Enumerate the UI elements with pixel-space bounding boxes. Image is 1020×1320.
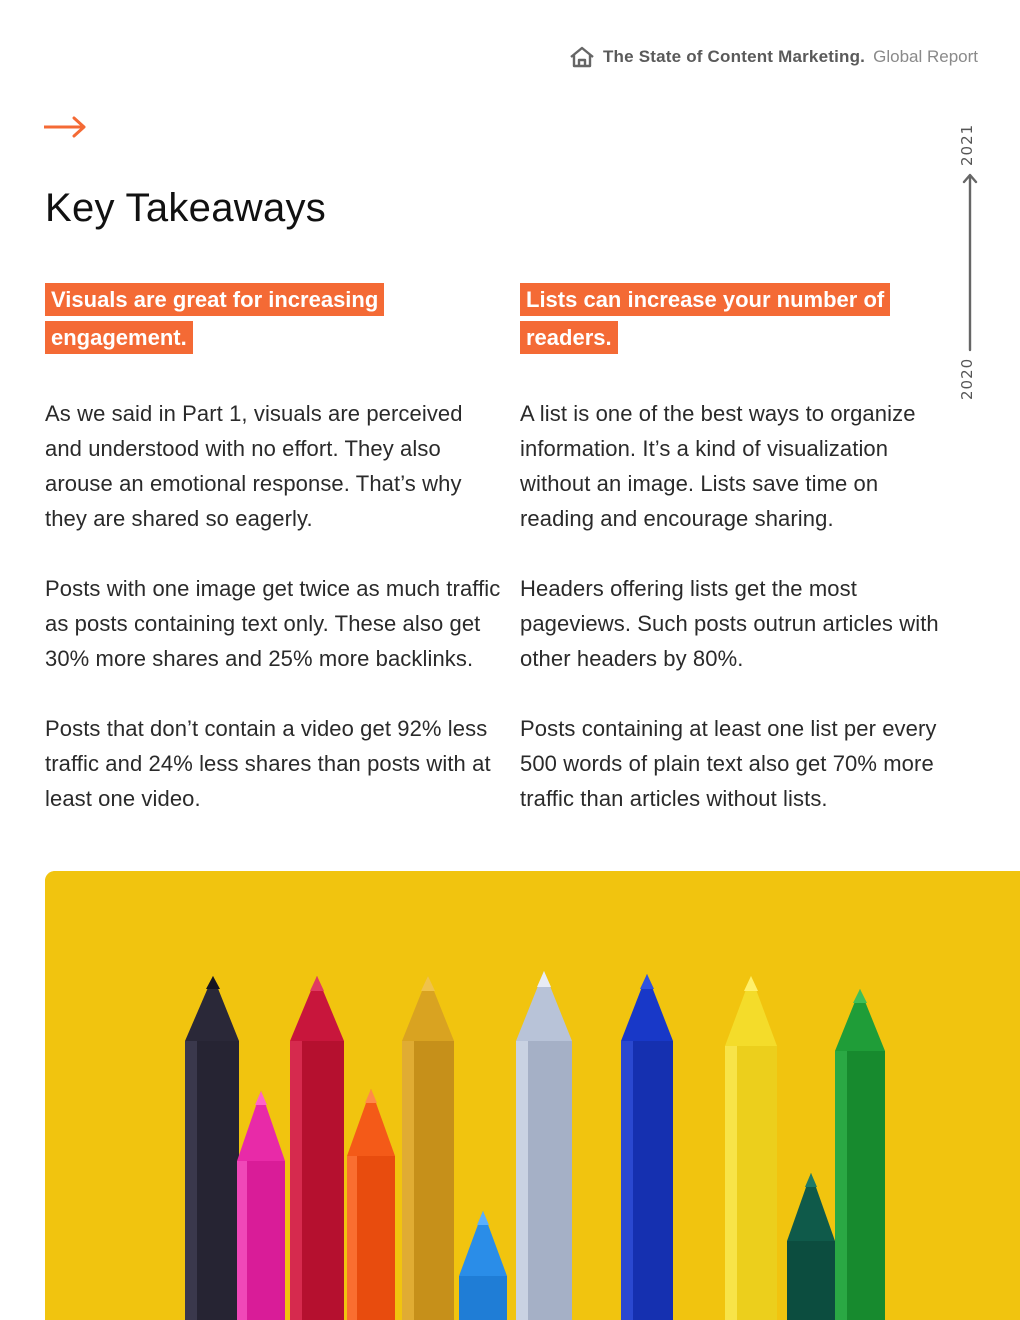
left-column: [45, 282, 505, 851]
right-column: [520, 282, 955, 851]
crayon-red: [290, 976, 344, 1320]
crayon-green: [835, 989, 885, 1320]
left-heading: Visuals are great for increasing engagement.: [45, 283, 384, 354]
right-paragraph-3: Posts containing at least one list per every 500 words of plain text also get 70% more traffic than articles without lists.: [520, 716, 937, 811]
right-paragraph-1: A list is one of the best ways to organize information. It’s a kind of visualization without an image. Lists save time on reading and encourage sharing.: [520, 401, 916, 531]
arrow-right-icon: [44, 116, 88, 138]
crayon-blue: [621, 974, 673, 1320]
timeline-end-year: 2021: [958, 123, 976, 166]
left-paragraph-2: Posts with one image get twice as much traffic as posts containing text only. These also get 30% more shares and 25% more backlinks.: [45, 576, 501, 671]
timeline-start-year: 2020: [958, 357, 976, 400]
home-icon: [569, 46, 595, 68]
left-paragraph-1: As we said in Part 1, visuals are perceived and understood with no effort. They also arouse an emotional response. That’s why they are shared so eagerly.: [45, 401, 463, 531]
crayon-black: [185, 976, 239, 1320]
report-title: The State of Content Marketing.: [602, 47, 866, 66]
crayon-silver: [516, 971, 572, 1320]
crayon-yellow: [725, 976, 777, 1320]
year-timeline: [950, 120, 990, 410]
timeline-arrow-icon: [962, 172, 978, 352]
left-paragraph-3: Posts that don’t contain a video get 92% less traffic and 24% less shares than posts with at least one video.: [45, 716, 491, 811]
report-subtitle: Global Report: [873, 47, 978, 66]
right-heading: Lists can increase your number of readers.: [520, 283, 890, 354]
report-header: [569, 46, 978, 68]
crayons-illustration: [45, 871, 1020, 1320]
crayon-gold: [402, 976, 454, 1320]
right-paragraph-2: Headers offering lists get the most pageviews. Such posts outrun articles with other headers by 80%.: [520, 576, 939, 671]
page-title: Key Takeaways: [45, 186, 327, 230]
crayons-photo: [45, 871, 1020, 1320]
